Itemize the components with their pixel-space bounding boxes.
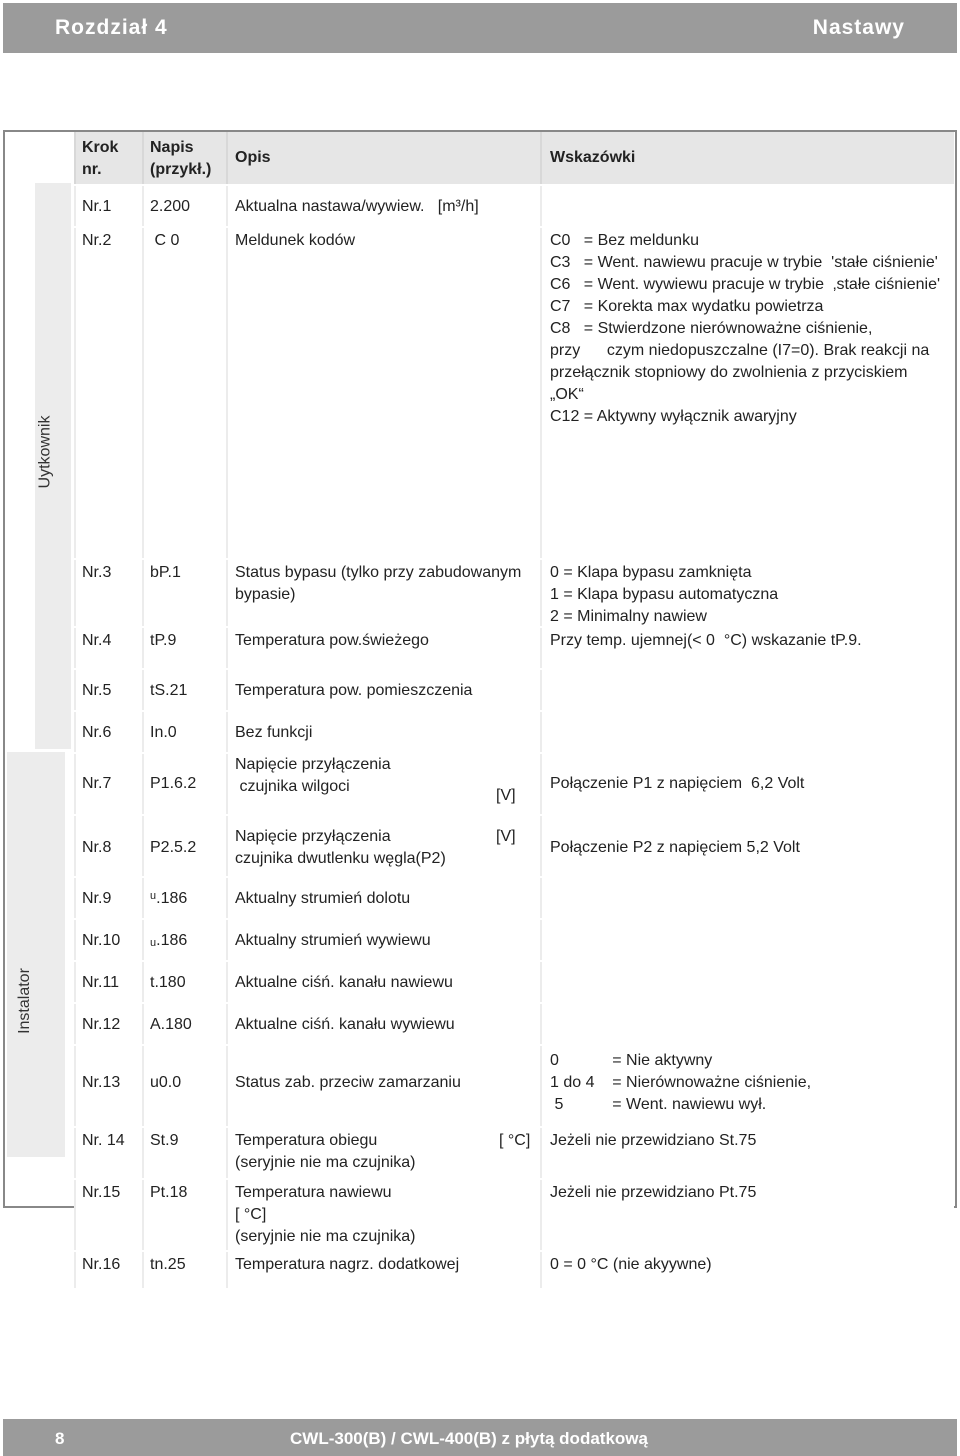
table-row [74,670,954,710]
desc-cell [228,712,540,752]
step-cell [76,1004,142,1044]
step-cell-text: Nr.9 [82,890,112,907]
notes-cell [542,1128,954,1178]
step-cell-text: Nr.3 [82,564,112,581]
desc-cell [228,186,540,226]
desc-cell-text: Napięcie przyłączenia czujnika dwutlenku węgla(P2) [235,828,446,867]
label-cell-text: In.0 [150,724,177,741]
desc-cell [228,628,540,668]
label-cell [144,712,226,752]
step-cell [76,1128,142,1178]
label-cell [144,962,226,1002]
notes-cell-text: C0 = Bez meldunku C3 = Went. nawiewu pracuje w trybie 'stałe ciśnienie' C6 = Went. wywiewu pracuje w trybie ‚stałe ciśnienie' C7 = Korekta max wydatku powietrza C8 = Stwierdzone nierównoważne ciśnienie, przy czym niedopuszczalne (I7=0). Brak reakcji na przełącznik stopniowy do zwolnienia z przyciskiem „OK“ C12 = Aktywny wyłącznik awaryjny [550,232,941,425]
notes-cell [542,228,954,558]
table-row [74,186,954,226]
header-desc: Opis [235,149,271,166]
page-number: 8 [55,1429,65,1448]
label-cell-text: P2.5.2 [150,839,197,856]
notes-cell [542,878,954,918]
page-header [3,3,957,53]
label-cell-text: P1.6.2 [150,775,197,792]
step-cell-text: Nr.5 [82,682,112,699]
label-cell [144,1180,226,1250]
notes-cell [542,816,954,876]
desc-cell-text: Aktualne ciśń. kanału wywiewu [235,1016,455,1033]
step-cell [76,670,142,710]
chapter-title: Rozdział 4 [55,16,168,39]
notes-cell-text: 0 = Nie aktywny 1 do 4 = Nierównoważne ciśnienie, 5 = Went. nawiewu wył. [550,1052,812,1113]
label-cell-text: C 0 [150,232,180,249]
notes-cell-text: Jeżeli nie przewidziano Pt.75 [550,1184,757,1201]
table-row [74,816,954,876]
label-cell-text: tS.21 [150,682,188,699]
unit-text: [V] [496,787,516,804]
step-cell-text: Nr.8 [82,839,112,856]
desc-cell [228,1046,540,1126]
desc-cell [228,1128,540,1178]
header-notes: Wskazówki [550,149,636,166]
notes-cell-text: Przy temp. ujemnej(< 0 °C) wskazanie tP.9. [550,632,862,649]
step-cell [76,1252,142,1288]
label-cell-text: t.180 [150,974,186,991]
table-row [74,754,954,814]
desc-cell-text: Status zab. przeciw zamarzaniu [235,1074,461,1091]
step-cell-text: Nr.10 [82,932,121,949]
step-cell [76,920,142,960]
notes-cell-text: 0 = Klapa bypasu zamknięta 1 = Klapa bypasu automatyczna 2 = Minimalny nawiew [550,564,779,625]
desc-cell [228,816,540,876]
installer-sidebar [7,752,65,1157]
desc-cell-text: Temperatura nawiewu [ °C] (seryjnie nie ma czujnika) [235,1184,416,1245]
unit-text: [ °C] [499,1132,531,1149]
notes-cell [542,670,954,710]
label-cell [144,1128,226,1178]
notes-cell-text: Połączenie P1 z napięciem 6,2 Volt [550,775,805,792]
label-cell [144,560,226,626]
step-cell-text: Nr. 14 [82,1132,125,1149]
desc-cell-text: Meldunek kodów [235,232,356,249]
notes-cell-text: 0 = 0 °C (nie akyywne) [550,1256,712,1273]
table-row [74,920,954,960]
table-row [74,962,954,1002]
step-cell [76,712,142,752]
table-row [74,1128,954,1178]
step-cell [76,186,142,226]
label-cell [144,1004,226,1044]
desc-cell-text: Temperatura nagrz. dodatkowej [235,1256,460,1273]
table-row [74,1046,954,1126]
step-cell-text: Nr.2 [82,232,112,249]
desc-cell [228,1252,540,1288]
step-cell-text: Nr.4 [82,632,112,649]
desc-cell [228,962,540,1002]
step-cell [76,1046,142,1126]
desc-cell-text: Temperatura pow.świeżego [235,632,429,649]
table-row [74,1004,954,1044]
desc-cell-text: Aktualny strumień wywiewu [235,932,431,949]
label-cell-text: A.180 [150,1016,192,1033]
label-cell [144,878,226,918]
notes-cell [542,1180,954,1250]
desc-cell-text: Temperatura pow. pomieszczenia [235,682,473,699]
desc-cell-text: Status bypasu (tylko przy zabudowanym bypasie) [235,564,522,603]
label-cell [144,670,226,710]
table-row [74,1252,954,1288]
unit-text: [V] [496,828,516,845]
label-cell-text: u0.0 [150,1074,182,1091]
table-row [74,228,954,558]
table-row [74,560,954,626]
step-cell-text: Nr.13 [82,1074,121,1091]
page-footer [3,1419,957,1456]
label-cell-text: tn.25 [150,1256,186,1273]
label-cell-text: ᵤ.186 [150,932,188,949]
label-cell [144,186,226,226]
step-cell [76,878,142,918]
desc-cell [228,560,540,626]
header-label: Napis (przykł.) [150,139,212,178]
label-cell-text: St.9 [150,1132,179,1149]
notes-cell-text: Połączenie P2 z napięciem 5,2 Volt [550,839,800,856]
table-row [74,712,954,752]
label-cell [144,1252,226,1288]
step-cell [76,228,142,558]
document-title: CWL-300(B) / CWL-400(B) z płytą dodatkową [290,1429,648,1448]
label-cell [144,920,226,960]
notes-cell [542,712,954,752]
step-cell-text: Nr.11 [82,974,120,991]
notes-cell [542,1004,954,1044]
desc-cell-text: Aktualna nastawa/wywiew. [m³/h] [235,198,479,215]
label-cell-text: Pt.18 [150,1184,188,1201]
desc-cell [228,670,540,710]
table-row [74,878,954,918]
label-cell [144,1046,226,1126]
notes-cell [542,754,954,814]
label-cell-text: tP.9 [150,632,177,649]
table-row [74,628,954,668]
label-cell [144,816,226,876]
step-cell-text: Nr.6 [82,724,112,741]
step-cell-text: Nr.16 [82,1256,121,1273]
table-header-row [74,132,954,184]
step-cell [76,560,142,626]
label-cell [144,628,226,668]
desc-cell [228,754,540,814]
installer-label: Instalator [15,968,33,1034]
notes-cell-text: Jeżeli nie przewidziano St.75 [550,1132,757,1149]
step-cell-text: Nr.1 [82,198,112,215]
step-cell [76,754,142,814]
notes-cell [542,186,954,226]
step-cell [76,962,142,1002]
notes-cell [542,1046,954,1126]
table-row [74,1180,954,1250]
desc-cell [228,1004,540,1044]
label-cell-text: bP.1 [150,564,181,581]
desc-cell [228,1180,540,1250]
label-cell-text: 2.200 [150,198,191,215]
label-cell-text: ᵘ.186 [150,890,188,907]
user-label: Uytkownik [36,415,54,489]
notes-cell [542,1252,954,1288]
label-cell [144,228,226,558]
step-cell [76,816,142,876]
desc-cell-text: Bez funkcji [235,724,313,741]
step-cell-text: Nr.12 [82,1016,121,1033]
step-cell [76,628,142,668]
label-cell [144,754,226,814]
step-cell-text: Nr.7 [82,775,112,792]
notes-cell [542,920,954,960]
desc-cell-text: Aktualne ciśń. kanału nawiewu [235,974,453,991]
step-cell [76,1180,142,1250]
notes-cell [542,962,954,1002]
section-title: Nastawy [812,16,905,39]
user-sidebar [35,183,71,749]
notes-cell [542,628,954,668]
header-step: Krok nr. [82,139,119,178]
step-cell-text: Nr.15 [82,1184,121,1201]
desc-cell-text: Aktualny strumień dolotu [235,890,411,907]
desc-cell-text: Temperatura obiegu (seryjnie nie ma czujnika) [235,1132,416,1171]
desc-cell [228,228,540,558]
desc-cell [228,920,540,960]
desc-cell-text: Napięcie przyłączenia czujnika wilgoci [235,756,391,795]
notes-cell [542,560,954,626]
desc-cell [228,878,540,918]
